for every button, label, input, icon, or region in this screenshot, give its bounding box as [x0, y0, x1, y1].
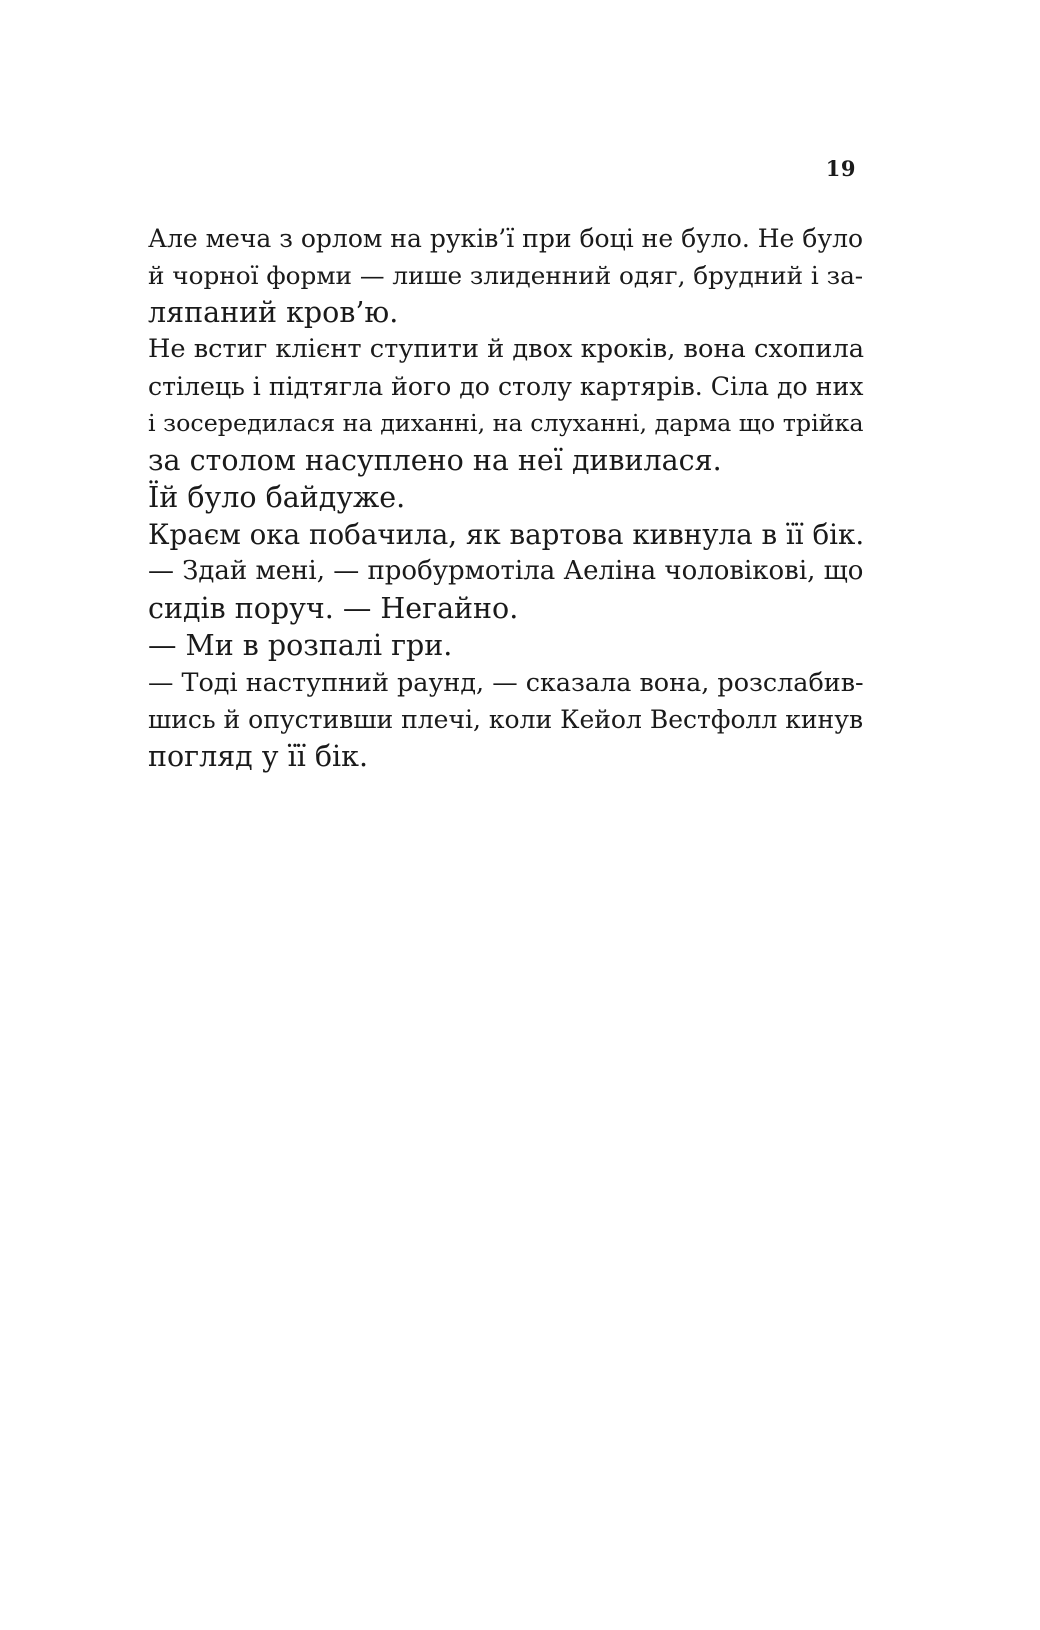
- text-line: Але меча з орлом на руків’ї при боці не було. Не було: [148, 224, 864, 253]
- text-line: ляпаний кров’ю.: [148, 296, 399, 329]
- text-line: стілець і підтягла його до столу картярів. Сіла до них: [148, 372, 864, 401]
- text-line: Краєм ока побачила, як вартова кивнула в її бік.: [148, 518, 865, 551]
- body-text: [148, 220, 864, 775]
- text-line: — Здай мені, — пробурмотіла Аеліна чоловікові, що: [148, 556, 864, 586]
- text-line: — Ми в розпалі гри.: [148, 629, 453, 662]
- text-line: і зосередилася на диханні, на слуханні, дарма що трійка: [148, 409, 864, 437]
- page-number: 19: [825, 156, 856, 181]
- text-line: погляд у її бік.: [148, 740, 369, 773]
- text-line: шись й опустивши плечі, коли Кейол Вестфолл кинув: [148, 705, 864, 734]
- text-line: — Тоді наступний раунд, — сказала вона, розслабив-: [148, 667, 864, 697]
- text-line: сидів поруч. — Негайно.: [148, 592, 519, 625]
- text-line: Їй було байдуже.: [148, 481, 406, 514]
- text-line: й чорної форми — лише злиденний одяг, брудний і за-: [148, 261, 864, 290]
- text-line: за столом насуплено на неї дивилася.: [148, 444, 722, 477]
- text-line: Не встиг клієнт ступити й двох кроків, вона схопила: [148, 334, 865, 364]
